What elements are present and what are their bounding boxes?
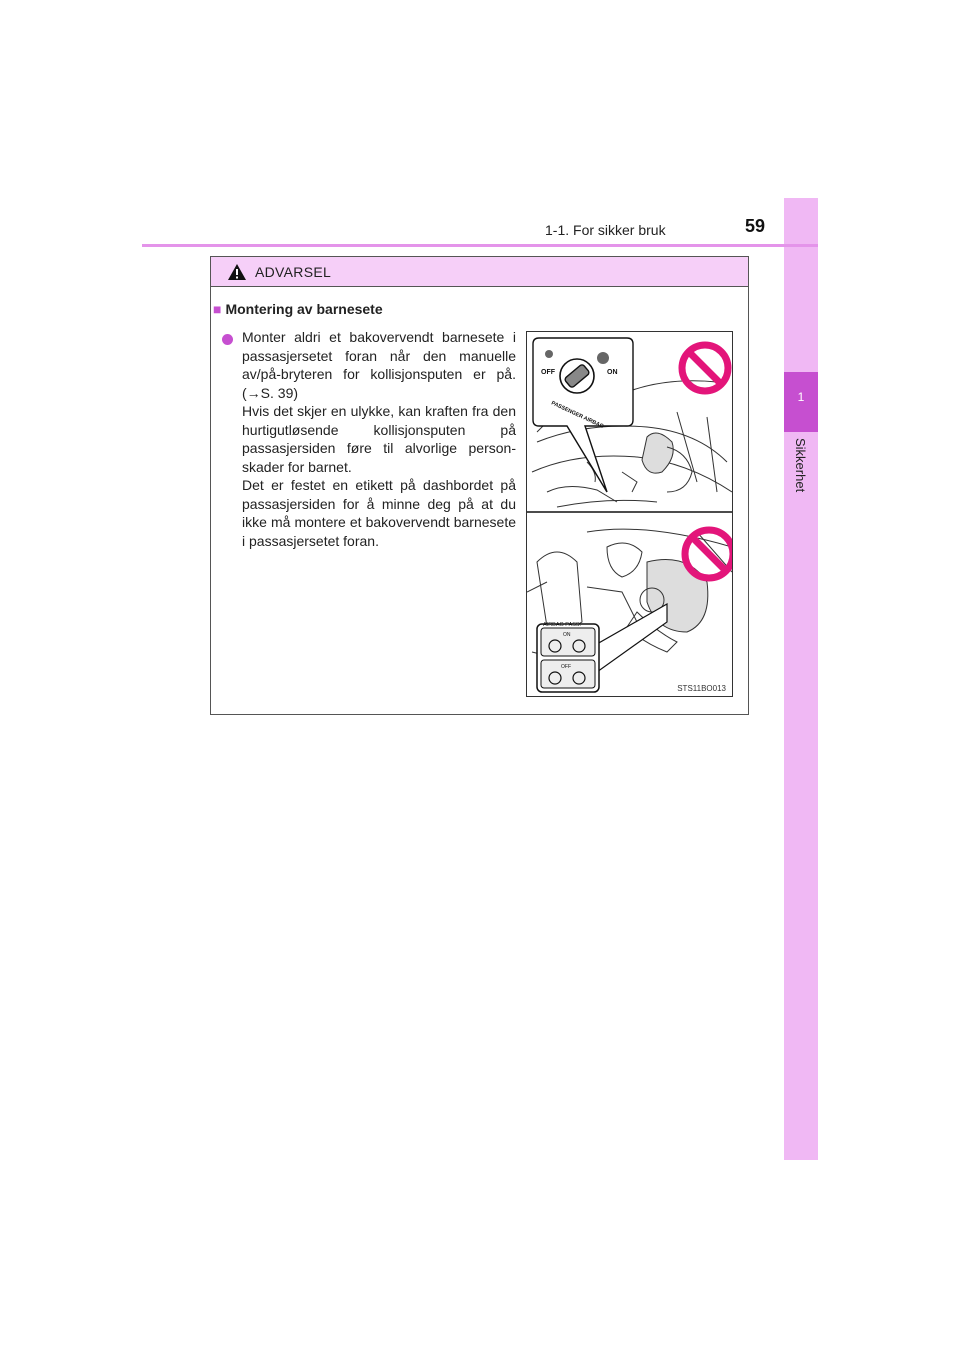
header-divider (142, 244, 818, 247)
side-tab-label: Sikkerhet (793, 438, 808, 493)
switch-on-text: ON (607, 369, 618, 376)
airbag-illustration (526, 331, 733, 697)
side-tab (784, 198, 818, 1160)
prohibited-sign-bottom (685, 530, 732, 578)
warning-box (210, 256, 749, 715)
page-number: 59 (745, 216, 766, 236)
label-callout (537, 604, 667, 692)
section-heading (213, 301, 383, 317)
warning-paragraph: Hvis det skjer en ulykke, kan kraften fra den hurtigutløsende kollisjonsputen på passasjersiden føre til alvorlige person-skader for barnet. (242, 403, 516, 475)
square-bullet-icon: ■ (213, 301, 222, 317)
warning-paragraph: Det er festet en etikett på dashbordet på passasjersiden for å minne deg på at du ikke må montere et bakovervendt barnesete i passasjersetet foran. (242, 477, 516, 549)
airbag-drawing (527, 332, 732, 696)
label-off-text: OFF (561, 664, 571, 670)
switch-passenger-airbag-text: PASSENGER AIRBAG (550, 400, 605, 430)
label-airbag-pass-text: AIRBAG PASS. (543, 622, 582, 628)
prohibited-sign-top (682, 345, 728, 391)
side-tab-chapter-number: 1 (797, 390, 805, 404)
warning-body (242, 328, 516, 550)
warning-triangle-icon (227, 263, 247, 281)
warning-paragraph: Monter aldri et bakovervendt barnesete i passasjersetet foran når den manuelle av/på-bryteren for kollisjonsputen er på. (→S. 39) (242, 329, 516, 401)
section-heading-text: Montering av barnesete (225, 301, 383, 317)
header-section-title: 1-1. For sikker bruk (545, 222, 666, 238)
warning-header (211, 257, 748, 287)
label-on-text: ON (563, 632, 571, 638)
warning-title: ADVARSEL (255, 263, 332, 280)
switch-off-text: OFF (541, 369, 555, 376)
illustration-code: STS11BO013 (677, 684, 726, 693)
round-bullet-icon (222, 334, 233, 345)
